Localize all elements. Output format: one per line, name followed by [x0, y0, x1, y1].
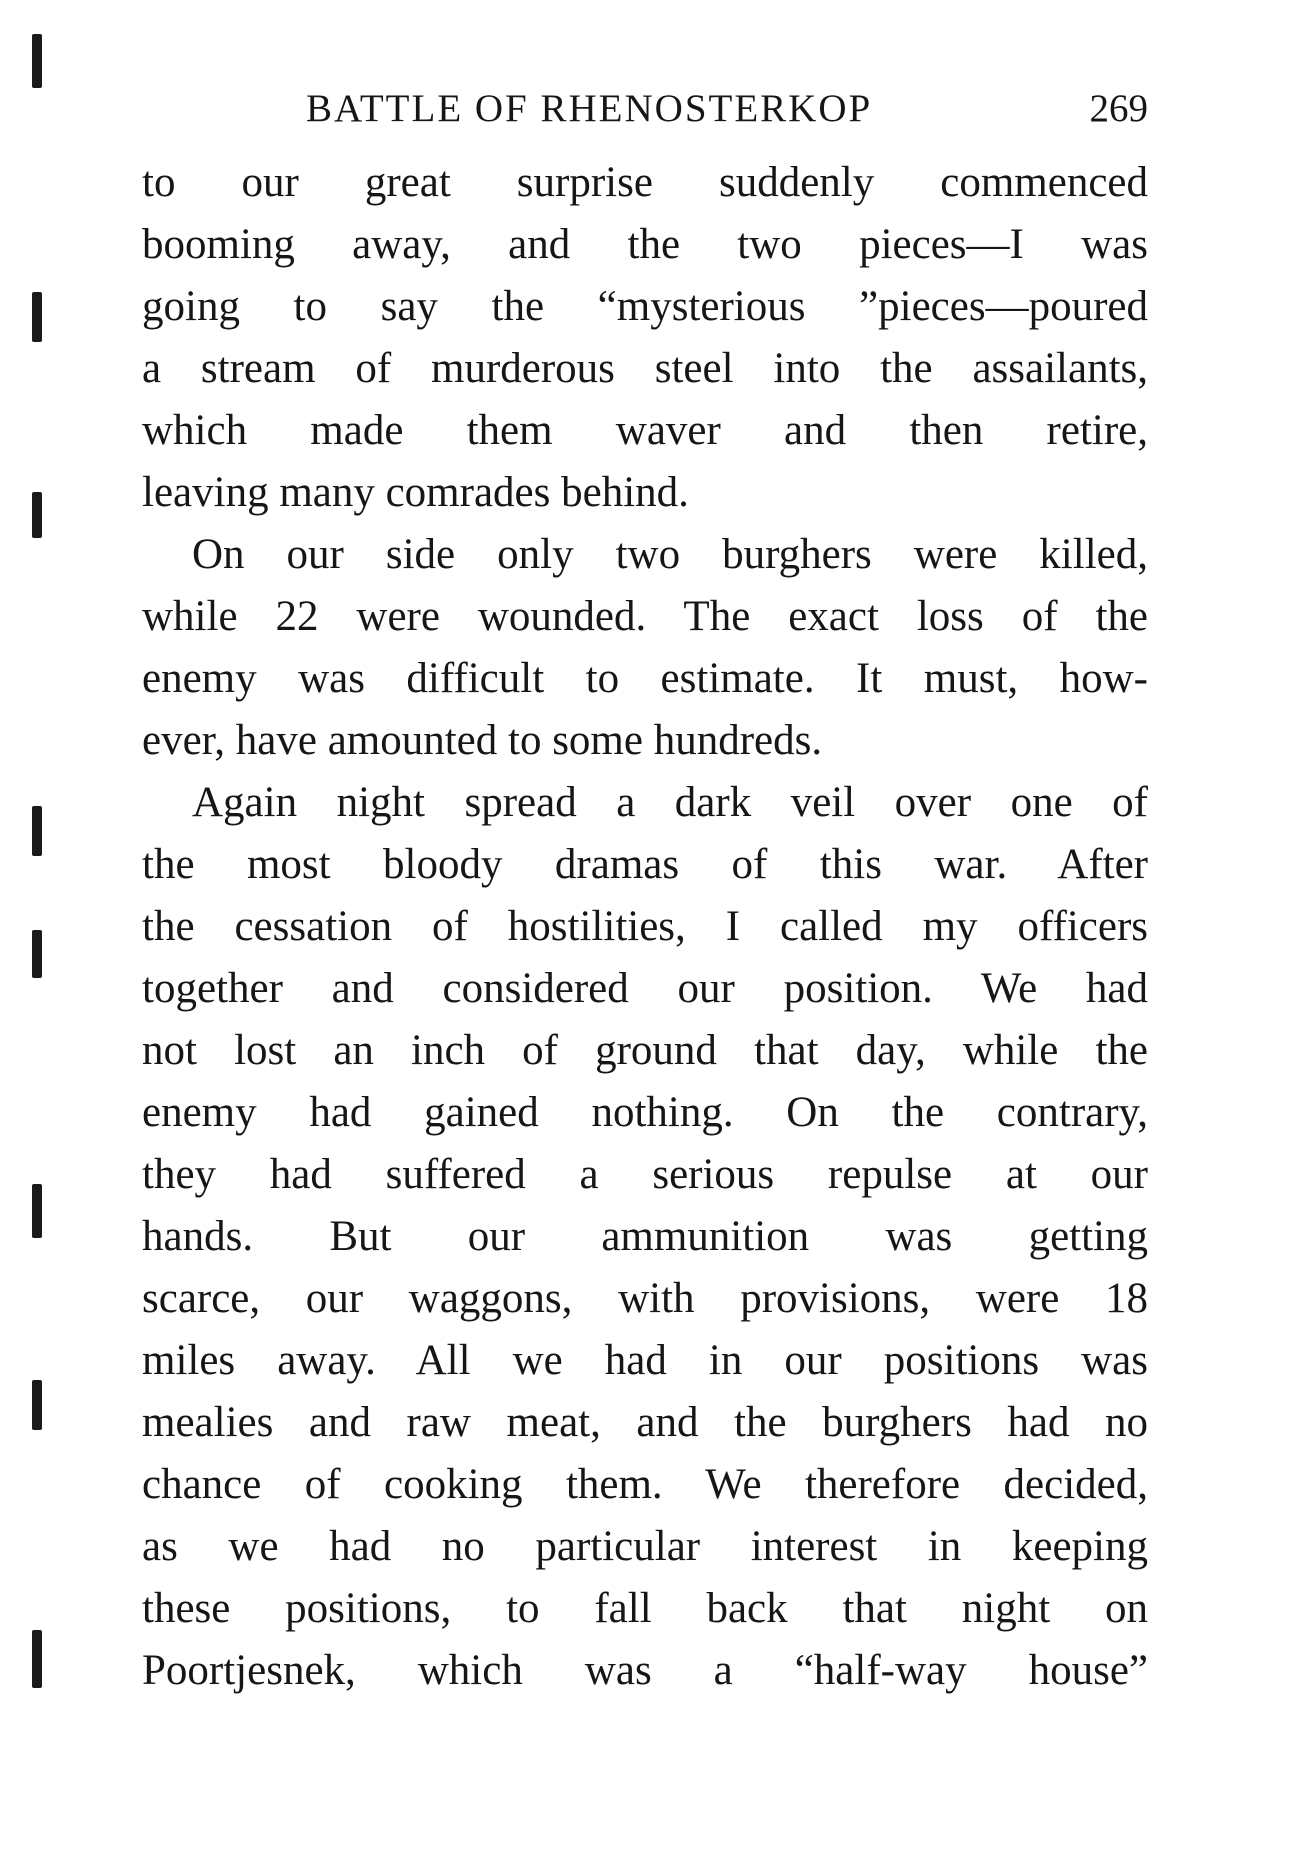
binding-mark [32, 34, 42, 88]
binding-mark [32, 806, 42, 856]
text-line: miles away. All we had in our positions was [142, 1337, 1148, 1384]
text-line: leaving many comrades behind. [142, 469, 689, 516]
binding-mark [32, 1630, 42, 1688]
text-line: Poortjesnek, which was a “half-way house” [142, 1647, 1148, 1694]
running-title: BATTLE OF RHENOSTERKOP [306, 87, 873, 130]
text-line: scarce, our waggons, with provisions, were 18 [142, 1275, 1148, 1322]
binding-mark [32, 930, 42, 978]
paragraph [142, 772, 1148, 1702]
text-line: they had suffered a serious repulse at our [142, 1151, 1148, 1198]
text-line: enemy had gained nothing. On the contrary, [142, 1089, 1148, 1136]
running-head [298, 84, 1178, 134]
text-line: Again night spread a dark veil over one of [192, 779, 1148, 826]
text-line: while 22 were wounded. The exact loss of the [142, 593, 1148, 640]
text-line: to our great surprise suddenly commenced [142, 159, 1148, 206]
text-line: mealies and raw meat, and the burghers had no [142, 1399, 1148, 1446]
binding-mark [32, 1380, 42, 1430]
text-line: going to say the “mysterious ”pieces—poured [142, 283, 1148, 330]
text-line: as we had no particular interest in keeping [142, 1523, 1148, 1570]
binding-mark [32, 492, 42, 538]
text-line: a stream of murderous steel into the assailants, [142, 345, 1148, 392]
text-line: On our side only two burghers were killed, [192, 531, 1148, 578]
binding-mark [32, 292, 42, 342]
body-text [142, 152, 1148, 1702]
text-line: the cessation of hostilities, I called my officers [142, 903, 1148, 950]
paragraph [142, 524, 1148, 772]
text-line: which made them waver and then retire, [142, 407, 1148, 454]
text-line: enemy was difficult to estimate. It must, how- [142, 655, 1148, 702]
page-number: 269 [1089, 87, 1148, 130]
text-line: booming away, and the two pieces—I was [142, 221, 1148, 268]
binding-mark [32, 1184, 42, 1238]
text-line: hands. But our ammunition was getting [142, 1213, 1148, 1260]
text-line: together and considered our position. We had [142, 965, 1148, 1012]
text-line: these positions, to fall back that night on [142, 1585, 1148, 1632]
text-line: chance of cooking them. We therefore decided, [142, 1461, 1148, 1508]
text-line: ever, have amounted to some hundreds. [142, 717, 823, 764]
paragraph [142, 152, 1148, 524]
text-line: the most bloody dramas of this war. After [142, 841, 1148, 888]
text-line: not lost an inch of ground that day, while the [142, 1027, 1148, 1074]
